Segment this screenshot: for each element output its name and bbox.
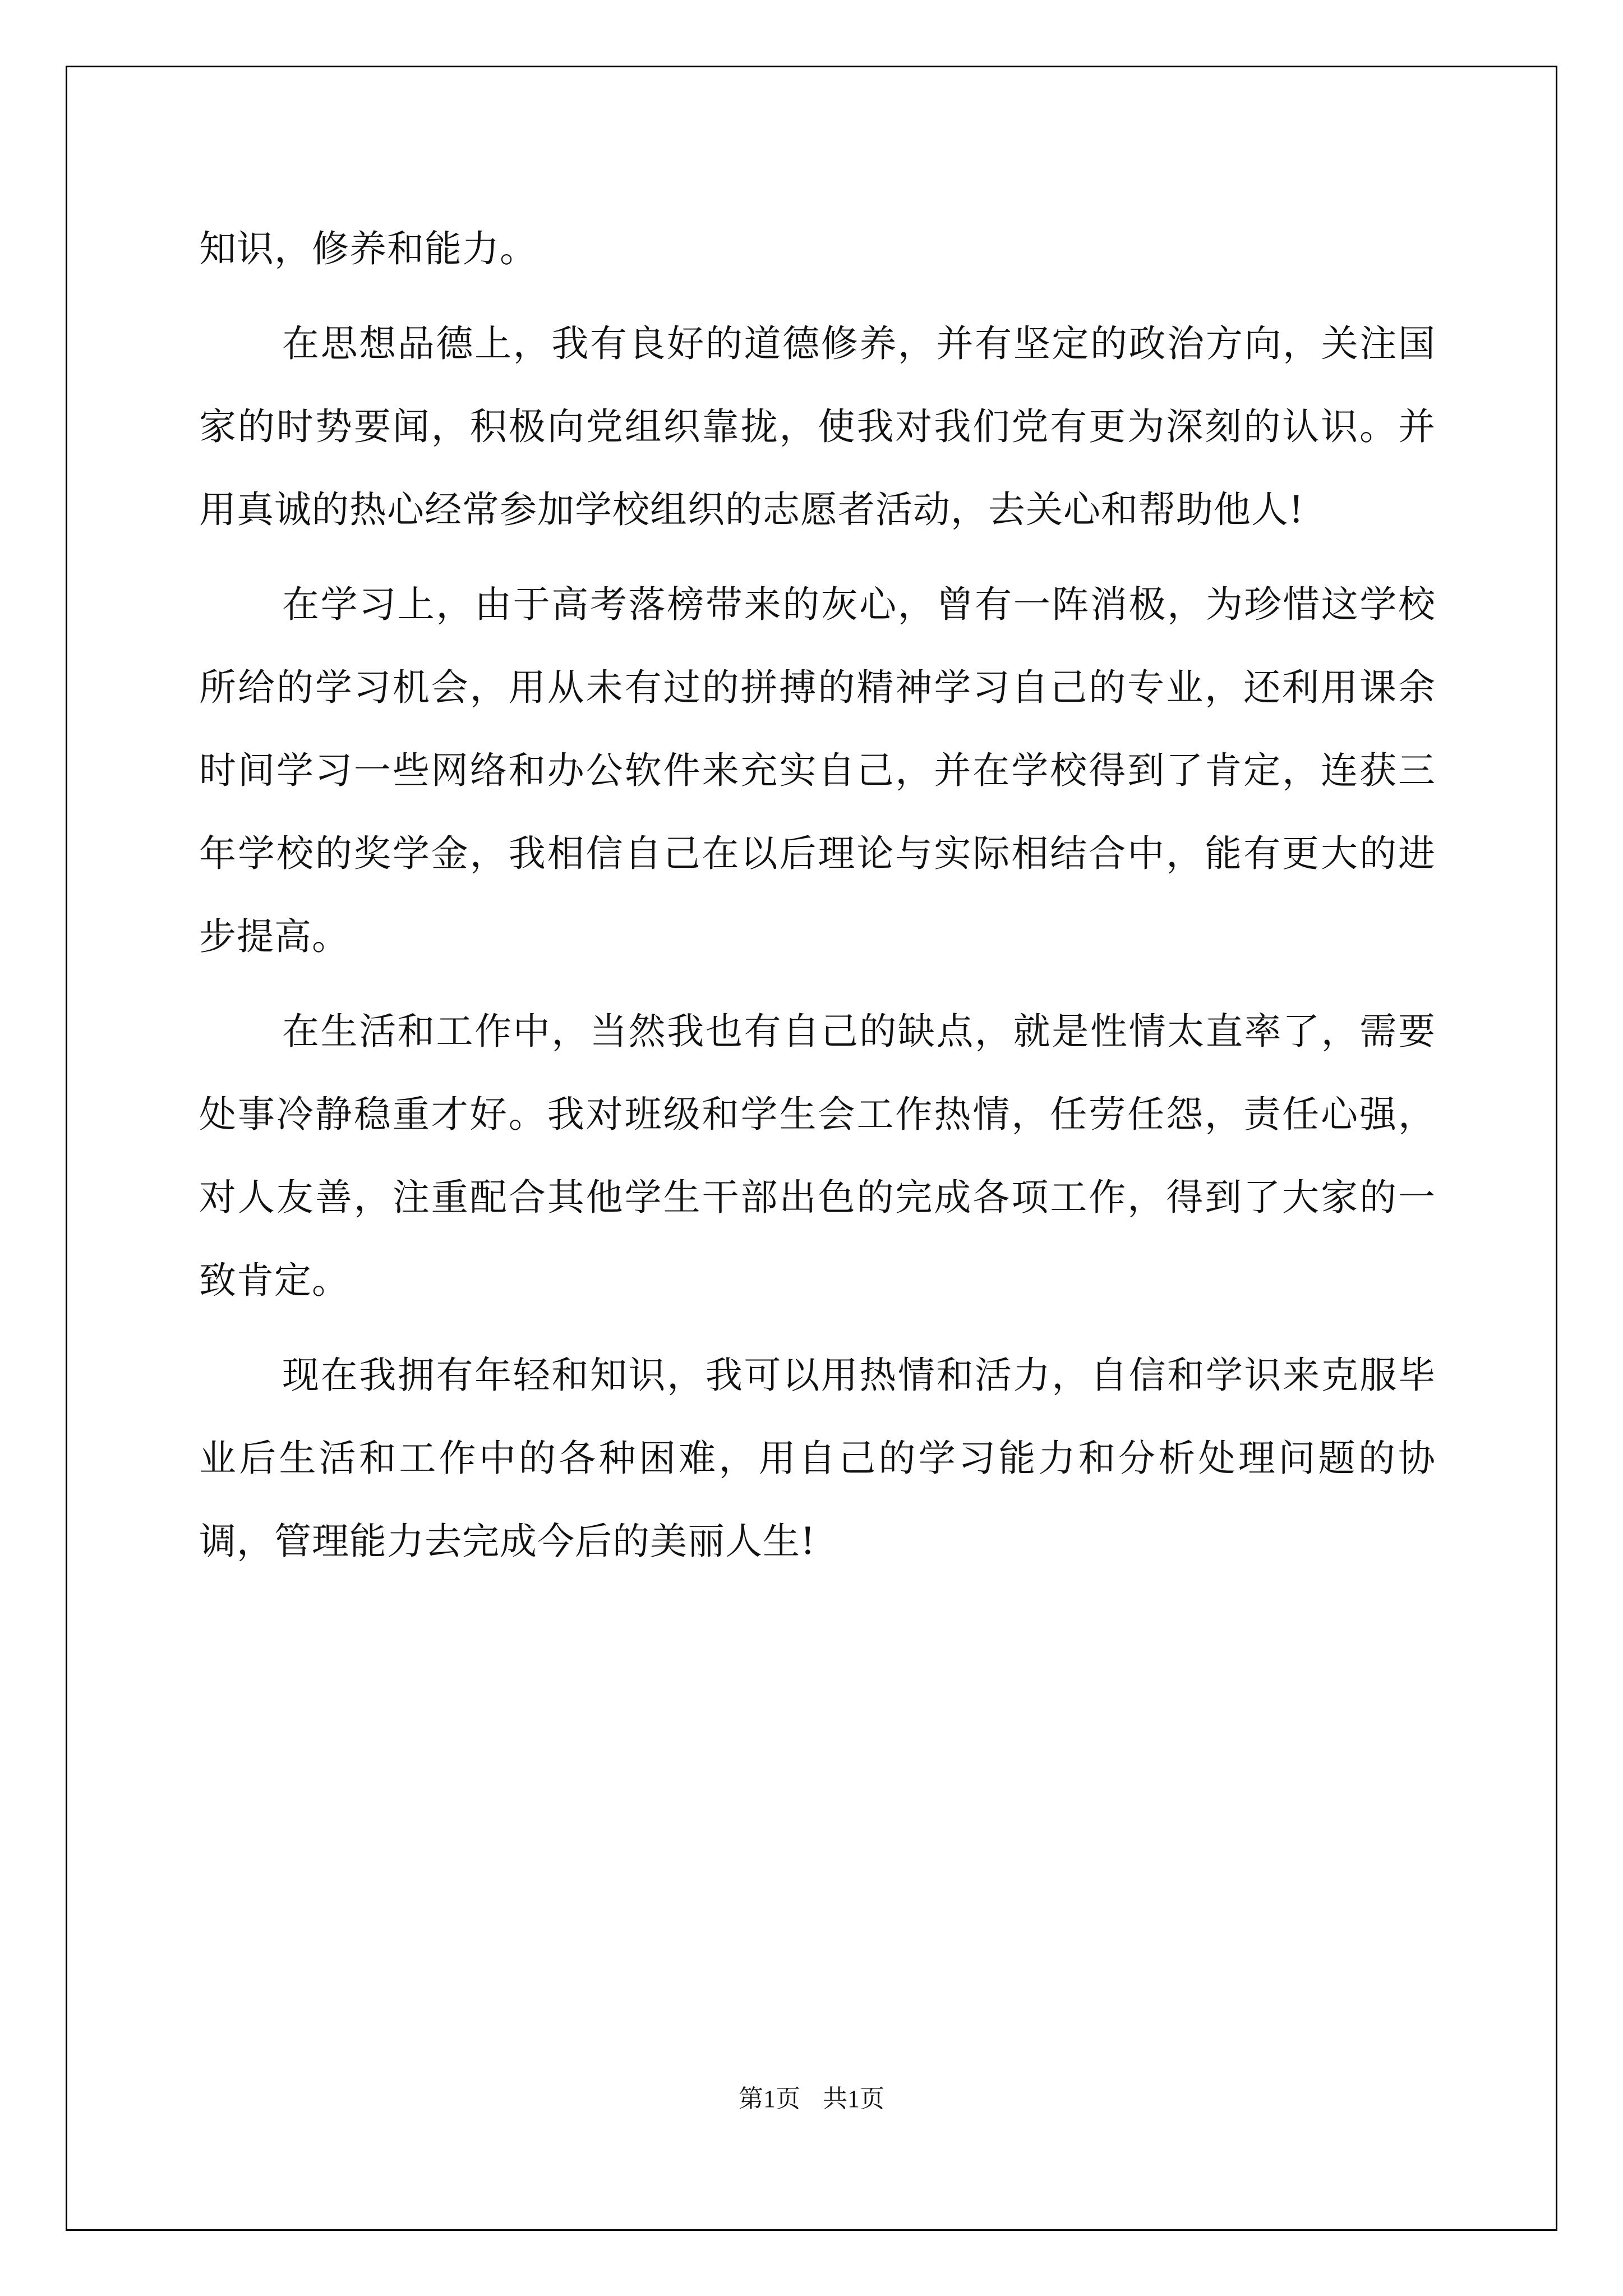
paragraph-3: 在学习上，由于高考落榜带来的灰心，曾有一阵消极，为珍惜这学校所给的学习机会，用从未有过的拼搏的精神学习自己的专业，还利用课余时间学习一些网络和办公软件来充实自己，并在学校得到了肯定，连获三年学校的奖学金，我相信自己在以后理论与实际相结合中，能有更大的进步提高。	[199, 583, 1436, 958]
paragraph-5: 现在我拥有年轻和知识，我可以用热情和活力，自信和学识来克服毕业后生活和工作中的各种困难，用自己的学习能力和分析处理问题的协调，管理能力去完成今后的美丽人生!	[199, 1354, 1436, 1563]
page-footer	[0, 2078, 1623, 2114]
paragraph-1: 知识，修养和能力。	[199, 227, 537, 270]
page-total: 共1页	[823, 2085, 884, 2113]
paragraph-2: 在思想品德上，我有良好的道德修养，并有坚定的政治方向，关注国家的时势要闻，积极向党组织靠拢，使我对我们党有更为深刻的认识。并用真诚的热心经常参加学校组织的志愿者活动，去关心和帮助他人!	[199, 322, 1436, 531]
document-body	[199, 208, 1436, 1595]
page-number: 第1页	[739, 2085, 800, 2113]
paragraph-4: 在生活和工作中，当然我也有自己的缺点，就是性情太直率了，需要处事冷静稳重才好。我对班级和学生会工作热情，任劳任怨，责任心强，对人友善，注重配合其他学生干部出色的完成各项工作，得到了大家的一致肯定。	[199, 1010, 1436, 1302]
